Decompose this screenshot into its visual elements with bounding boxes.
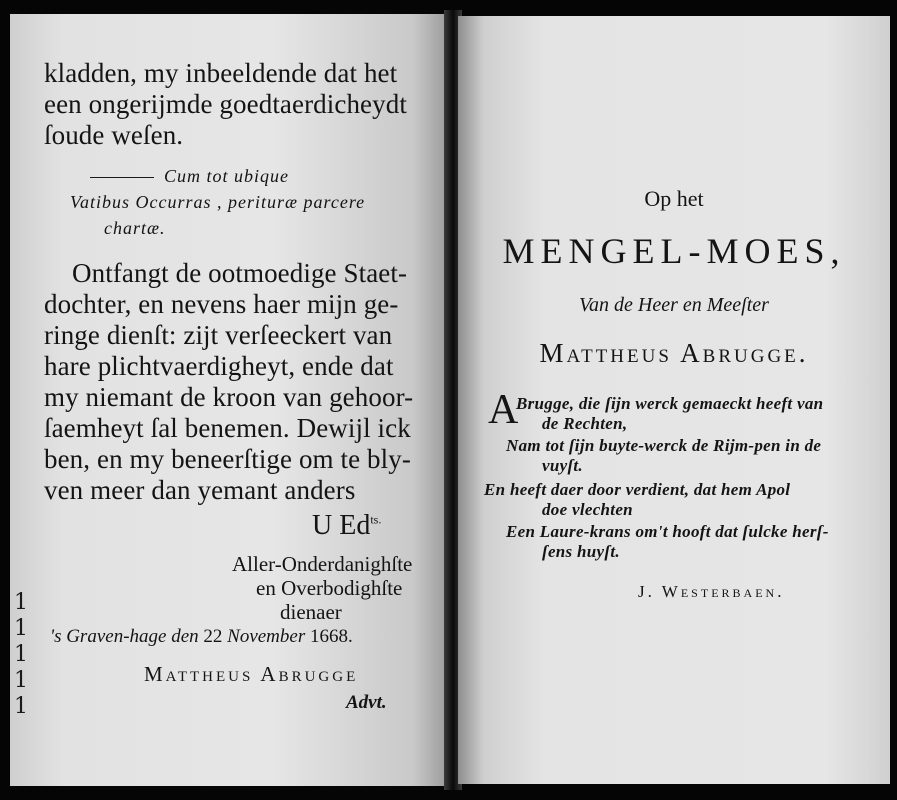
poem-drop-cap: A	[488, 387, 519, 433]
poem-line2: Nam tot ſijn buyte-werck de Rijm-pen in de	[506, 436, 822, 455]
quote-rule	[90, 177, 154, 178]
closing-line2: en Overbodighſte	[256, 576, 403, 600]
left-p2-line8: ven meer dan yemant anders	[44, 475, 356, 505]
edge-mark: 1	[14, 642, 28, 667]
closing-address-sup: ts.	[370, 512, 382, 527]
right-page	[458, 16, 890, 784]
poem-line2b: vuyſt.	[542, 456, 583, 475]
left-p1-line3: ſoude weſen.	[44, 120, 184, 150]
heading-op-het: Op het	[644, 186, 704, 211]
dateline-day: 22	[203, 626, 223, 647]
signature-title: Advt.	[346, 692, 387, 713]
closing-address	[312, 510, 381, 542]
poem-author: J. Westerbaen.	[638, 582, 785, 601]
latin-quote-line3: chartæ.	[104, 218, 166, 238]
author-name-title: Mattheus Abrugge.	[539, 338, 809, 368]
poem-line3b: doe vlechten	[542, 500, 633, 519]
left-p2-line6: ſaemheyt ſal benemen. Dewijl ick	[44, 413, 411, 443]
poem-line3: En heeft daer door verdient, dat hem Apol	[484, 480, 791, 499]
poem-line1b: de Rechten,	[542, 414, 628, 433]
left-p1-line1: kladden, my inbeeldende dat het	[44, 58, 398, 88]
latin-quote-text1: Cum tot ubique	[164, 166, 289, 186]
poem-line4: Een Laure-krans om't hooft dat ſulcke herſ-	[506, 522, 829, 541]
left-p2-line1: Ontfangt de ootmoedige Staet-	[72, 258, 408, 288]
closing-line1: Aller-Onderdanighſte	[232, 552, 413, 576]
dateline-place: 's Graven-hage den	[50, 626, 199, 647]
edge-mark: 1	[14, 694, 28, 719]
left-page	[10, 14, 448, 786]
left-p2-line2: dochter, en nevens haer mijn ge-	[44, 289, 399, 319]
poem-line4b: ſens huyſt.	[542, 542, 620, 561]
left-p2-line3: ringe dienſt: zijt verſeeckert van	[44, 320, 393, 350]
edge-mark: 1	[14, 616, 28, 641]
latin-quote-line2: Vatibus Occurras , perituræ parcere	[70, 192, 366, 212]
left-p2-line7: ben, en my beneerſtige om te bly-	[44, 444, 411, 474]
edge-mark: 1	[14, 668, 28, 693]
left-p1-line2: een ongerijmde goedtaerdicheydt	[44, 89, 407, 119]
closing-address-text: U Ed	[312, 510, 371, 541]
poem-line1: Brugge, die ſijn werck gemaeckt heeft van	[516, 394, 824, 413]
dateline-year: 1668.	[309, 626, 353, 647]
book-subtitle: Van de Heer en Meeſter	[579, 294, 769, 316]
edge-mark: 1	[14, 590, 28, 615]
left-p2-line5: my niemant de kroon van gehoor-	[44, 382, 414, 412]
left-p2-line4: hare plichtvaerdigheyt, ende dat	[44, 351, 394, 381]
book-title: MENGEL-MOES,	[502, 231, 846, 271]
dateline	[50, 626, 353, 648]
latin-quote-line1	[90, 166, 289, 187]
closing-line3: dienaer	[280, 600, 342, 624]
page-edge-marks	[14, 590, 28, 730]
signature-name: Mattheus Abrugge	[144, 662, 359, 686]
dateline-month: November	[227, 626, 306, 647]
